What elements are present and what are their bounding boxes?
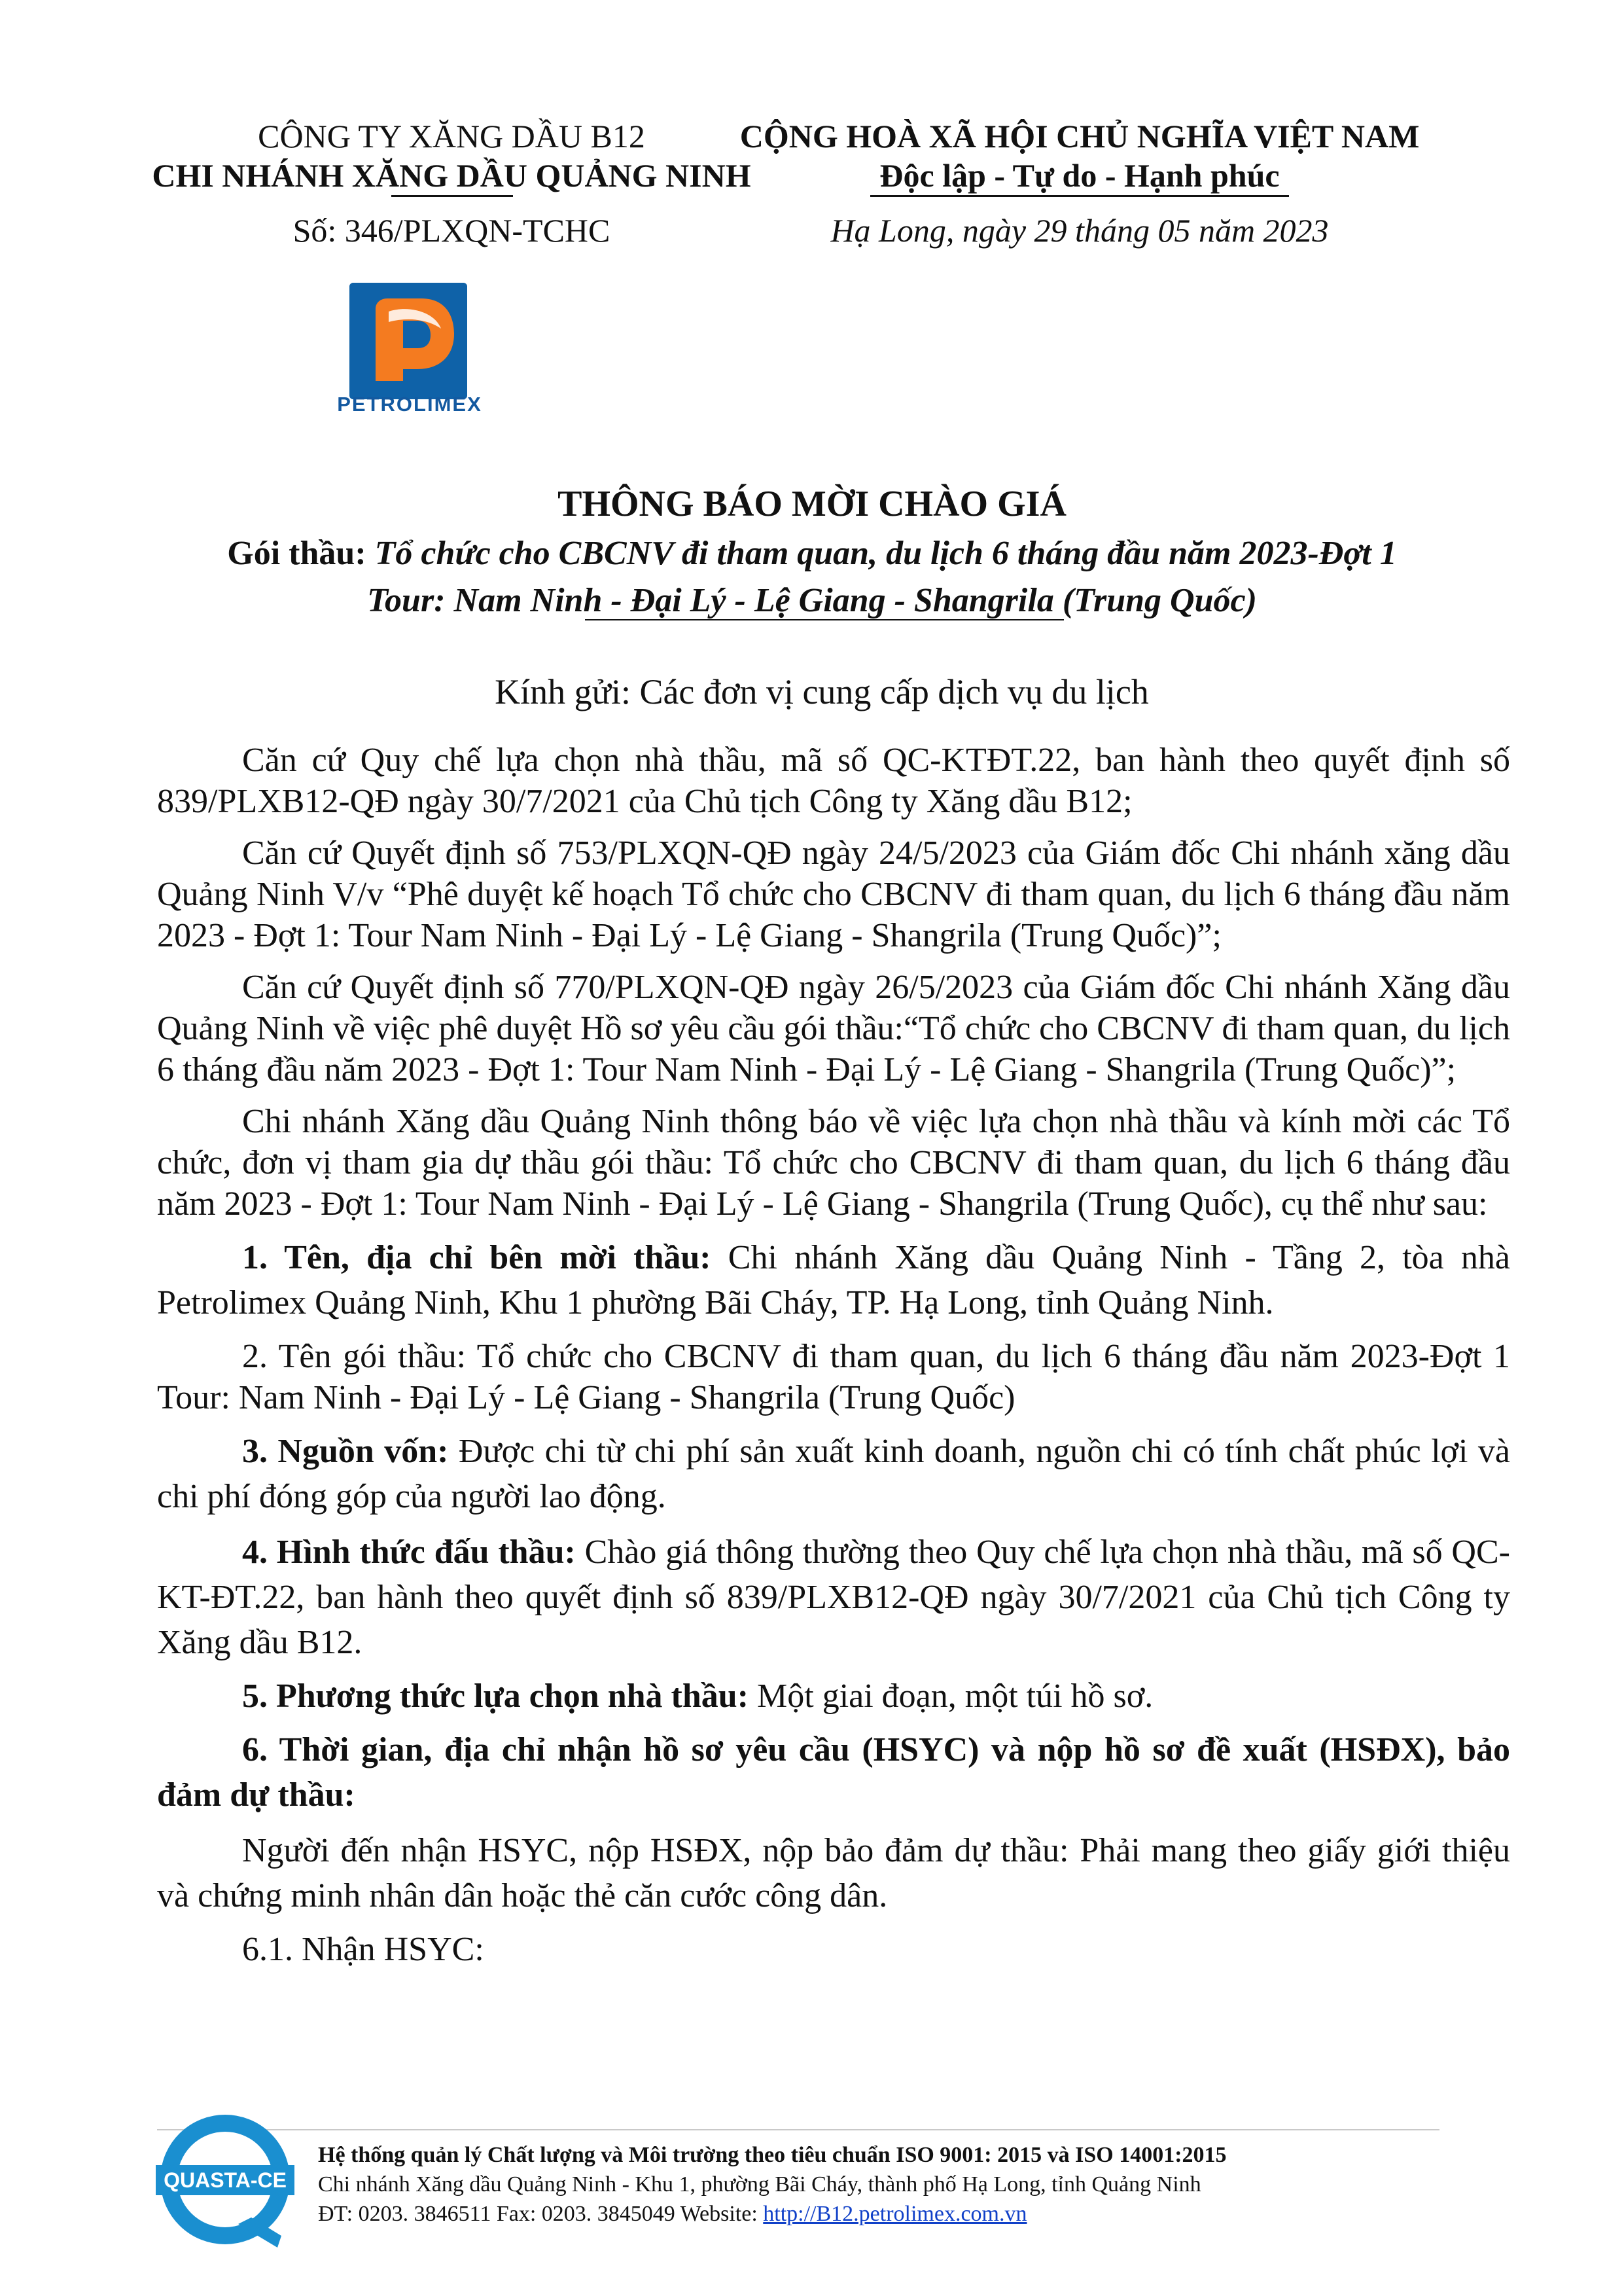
- branch-underline: [391, 195, 513, 197]
- national-motto: Độc lập - Tự do - Hạnh phúc: [879, 157, 1280, 194]
- document-number: Số: 346/PLXQN-TCHC: [292, 212, 610, 249]
- item-6-heading: 6. Thời gian, địa chỉ nhận hồ sơ yêu cầu (HSYC) và nộp hồ sơ đề xuất (HSĐX), bảo đảm dự thầu:: [157, 1731, 1510, 1814]
- national-title: CỘNG HOÀ XÃ HỘI CHỦ NGHĨA VIỆT NAM: [739, 118, 1420, 154]
- document-title: THÔNG BÁO MỜI CHÀO GIÁ: [557, 484, 1067, 524]
- item-5: [157, 1676, 1510, 1717]
- item-6-text: Người đến nhận HSYC, nộp HSĐX, nộp bảo đảm dự thầu: Phải mang theo giấy giới thiệu và chứng minh nhân dân hoặc thẻ căn cước công dân.: [157, 1832, 1510, 1914]
- quasta-logo-icon: [153, 2108, 297, 2251]
- announcement-paragraph: Chi nhánh Xăng dầu Quảng Ninh thông báo về việc lựa chọn nhà thầu và kính mời các Tổ chức, đơn vị tham gia dự thầu gói thầu: Tổ chức cho CBCNV đi tham quan, du lịch 6 tháng đầu năm 2023 - Đợt 1: Tour Nam Ninh - Đại Lý - Lệ Giang - Shangrila (Trung Quốc), cụ thể như sau:: [157, 1103, 1510, 1223]
- petrolimex-logo-icon: [349, 283, 467, 399]
- footer-contact-prefix: ĐT: 0203. 3846511 Fax: 0203. 3845049 Website:: [318, 2202, 764, 2226]
- footer-contact-line: [318, 2199, 1227, 2229]
- footer-info: [318, 2140, 1227, 2229]
- package-label: Gói thầu:: [227, 535, 366, 572]
- item-1: [157, 1235, 1510, 1325]
- item-3-text: Được chi từ chi phí sản xuất kinh doanh, nguồn chi có tính chất phúc lợi và chi phí đóng góp của người lao động.: [157, 1433, 1510, 1515]
- item-1-text: Chi nhánh Xăng dầu Quảng Ninh - Tầng 2, tòa nhà Petrolimex Quảng Ninh, Khu 1 phường Bãi Cháy, TP. Hạ Long, tỉnh Quảng Ninh.: [157, 1239, 1510, 1321]
- recipient-line: Kính gửi: Các đơn vị cung cấp dịch vụ du lịch: [495, 672, 1149, 711]
- footer-iso-line: Hệ thống quản lý Chất lượng và Môi trường theo tiêu chuẩn ISO 9001: 2015 và ISO 14001:2015: [318, 2143, 1227, 2167]
- item-5-text: Một giai đoạn, một túi hồ sơ.: [749, 1677, 1154, 1715]
- website-link[interactable]: http://B12.petrolimex.com.vn: [763, 2202, 1027, 2226]
- item-4-text: Chào giá thông thường theo Quy chế lựa chọn nhà thầu, mã số QC-KT-ĐT.22, ban hành theo quyết định số 839/PLXB12-QĐ ngày 30/7/2021 của Chủ tịch Công ty Xăng dầu B12.: [157, 1534, 1510, 1661]
- item-6-1: 6.1. Nhận HSYC:: [242, 1931, 484, 1968]
- package-line: [0, 533, 1624, 575]
- tour-line: Tour: Nam Ninh - Đại Lý - Lệ Giang - Shangrila (Trung Quốc): [367, 582, 1257, 619]
- footer-divider: [157, 2129, 1439, 2130]
- document-body: [157, 740, 1510, 1981]
- basis-paragraph-3: Căn cứ Quyết định số 770/PLXQN-QĐ ngày 26/5/2023 của Giám đốc Chi nhánh Xăng dầu Quảng Ninh về việc phê duyệt Hồ sơ yêu cầu gói thầu:“Tổ chức cho CBCNV đi tham quan, du lịch 6 tháng đầu năm 2023 - Đợt 1: Tour Nam Ninh - Đại Lý - Lệ Giang - Shangrila (Trung Quốc)”;: [157, 969, 1510, 1088]
- basis-paragraph-1: Căn cứ Quy chế lựa chọn nhà thầu, mã số QC-KTĐT.22, ban hành theo quyết định số 839/PLXB12-QĐ ngày 30/7/2021 của Chủ tịch Công ty Xăng dầu B12;: [157, 742, 1510, 820]
- company-name: CÔNG TY XĂNG DẦU B12: [258, 118, 645, 154]
- basis-paragraph-2: Căn cứ Quyết định số 753/PLXQN-QĐ ngày 24/5/2023 của Giám đốc Chi nhánh xăng dầu Quảng Ninh V/v “Phê duyệt kế hoạch Tổ chức cho CBCNV đi tham quan, du lịch 6 tháng đầu năm 2023 - Đợt 1: Tour Nam Ninh - Đại Lý - Lệ Giang - Shangrila (Trung Quốc)”;: [157, 834, 1510, 954]
- item-4-label: 4. Hình thức đấu thầu:: [242, 1534, 576, 1571]
- item-5-label: 5. Phương thức lựa chọn nhà thầu:: [242, 1677, 749, 1715]
- motto-underline: [870, 195, 1289, 197]
- item-2: 2. Tên gói thầu: Tổ chức cho CBCNV đi tham quan, du lịch 6 tháng đầu năm 2023-Đợt 1 Tour: Nam Ninh - Đại Lý - Lệ Giang - Shangrila (Trung Quốc): [157, 1338, 1510, 1416]
- branch-name: CHI NHÁNH XĂNG DẦU QUẢNG NINH: [152, 157, 751, 194]
- item-3-label: 3. Nguồn vốn:: [242, 1433, 449, 1470]
- footer-address-line: Chi nhánh Xăng dầu Quảng Ninh - Khu 1, phường Bãi Cháy, thành phố Hạ Long, tỉnh Quảng Ninh: [318, 2172, 1201, 2197]
- petrolimex-logo-text: PETROLIMEX: [337, 393, 482, 416]
- tour-underline: [585, 619, 1064, 620]
- item-3: [157, 1429, 1510, 1519]
- place-date: Hạ Long, ngày 29 tháng 05 năm 2023: [830, 212, 1329, 249]
- package-name: Tổ chức cho CBCNV đi tham quan, du lịch 6 tháng đầu năm 2023-Đợt 1: [374, 535, 1397, 572]
- quasta-logo-text: QUASTA-CE: [164, 2168, 287, 2192]
- item-1-label: 1. Tên, địa chỉ bên mời thầu:: [242, 1239, 711, 1276]
- item-4: [157, 1530, 1510, 1665]
